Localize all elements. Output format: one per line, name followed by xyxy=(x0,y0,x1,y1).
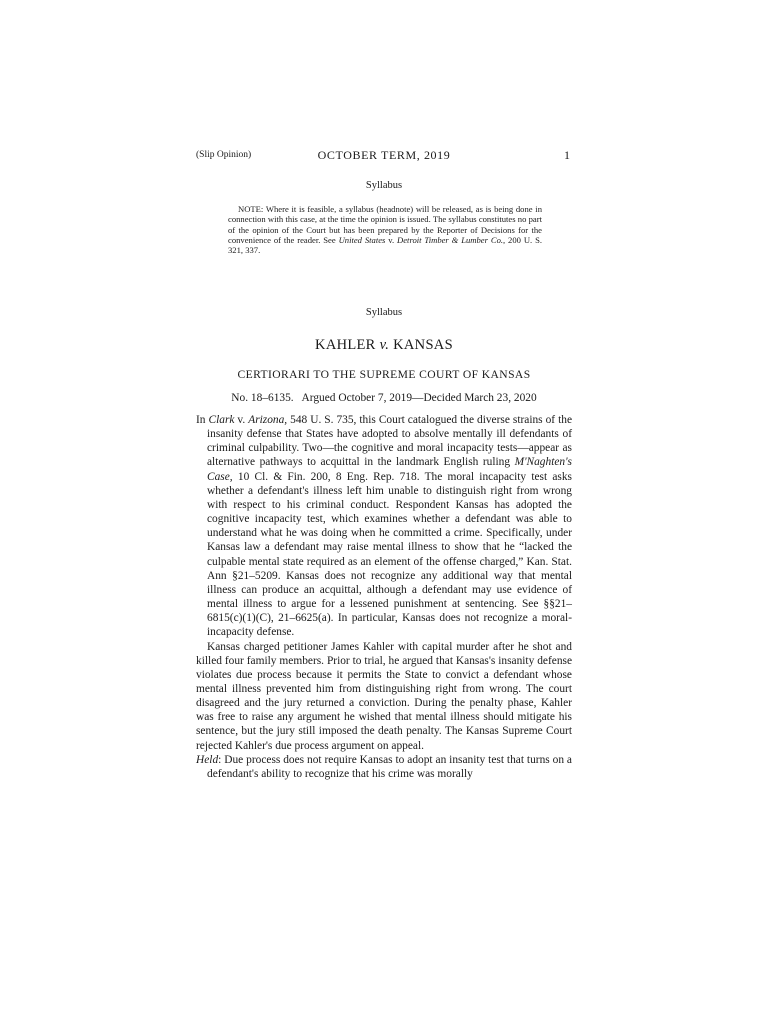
caption-versus: v. xyxy=(379,337,390,353)
page-number: 1 xyxy=(564,148,570,162)
caption-party-2: KANSAS xyxy=(393,337,453,353)
docket-line: No. 18–6135. Argued October 7, 2019—Decided March 23, 2020 xyxy=(231,392,537,404)
para1-text-3: 548 U. S. 735, this Court catalogued the diverse strains of the insanity defense that States have adopted to absolve mentally ill defendants of criminal culpability. Two—the cognitive and moral incapacity tests—appear as alternative pathways to acquittal in the landmark English ruling xyxy=(207,414,573,469)
para1-italic-clark: Clark xyxy=(208,414,235,426)
held-label: Held xyxy=(196,753,219,766)
reporter-note xyxy=(228,204,542,255)
held-colon: : xyxy=(218,753,222,766)
running-header xyxy=(196,148,572,164)
para1-italic-arizona: Arizona, xyxy=(248,414,288,426)
para1-italic-mnaghten: M'Naghten's Case, xyxy=(207,456,572,483)
certiorari-line: CERTIORARI TO THE SUPREME COURT OF KANSAS xyxy=(237,368,531,381)
syllabus-paragraph-2: Kansas charged petitioner James Kahler with capital murder after he shot and killed four family members. Prior to trial, he argued that Kansas's insanity defense violates due process because it permits the State to convict a defendant whose mental illness prevented him from distinguishing right from wrong. The court disagreed and the jury returned a conviction. During the penalty phase, Kahler was free to raise any argument he wished that mental illness should mitigate his sentence, but the jury still imposed the death penalty. The Kansas Supreme Court rejected Kahler's due process argument on appeal. xyxy=(196,640,572,752)
note-citation-v: v. xyxy=(385,234,398,245)
case-caption xyxy=(196,337,572,354)
para1-text-2: v. xyxy=(234,414,249,426)
syllabus-top-label: Syllabus xyxy=(365,180,403,191)
para1-text-4: 10 Cl. & Fin. 200, 8 Eng. Rep. 718. The moral incapacity test asks whether a defendant's illness left him unable to distinguish right from wrong with respect to his criminal conduct. Respondent Kansas has adopted the cognitive incapacity test, which examines whether a defendant was able to understand what he was doing when he committed a crime. Specifically, under Kansas law a defendant may raise mental illness to show that he “lacked the culpable mental state required as an element of the offense charged,” Kan. Stat. Ann §21–5209. Kansas does not recognize any additional way that mental illness can produce an acquittal, although a defendant may use evidence of mental illness to argue for a lessened punishment at sentencing. See §§21–6815(c)(1)(C), 21–6625(a). In particular, Kansas does not recognize a moral-incapacity defense. xyxy=(207,470,572,639)
note-text-1: NOTE: Where it is feasible, a syllabus (headnote) will be released, as is being done in connection with this case, at the time the opinion is issued. The syllabus constitutes no part of the opinion of the Court but has been prepared by the Reporter of Decisions for the convenience of the reader. See xyxy=(228,204,542,245)
para1-text-1: In xyxy=(196,414,209,426)
note-citation-party-1: United States xyxy=(338,234,386,245)
term-title: OCTOBER TERM, 2019 xyxy=(317,148,451,162)
note-text-2: , 200 U. S. 321, 337. xyxy=(228,234,542,256)
note-citation-party-2: Detroit Timber & Lumber Co. xyxy=(397,234,504,245)
syllabus-body xyxy=(196,413,572,781)
slip-opinion-label: (Slip Opinion) xyxy=(196,150,252,160)
holding-paragraph xyxy=(196,753,572,781)
caption-party-1: KAHLER xyxy=(315,337,376,353)
syllabus-section-label: Syllabus xyxy=(365,307,403,318)
held-text: Due process does not require Kansas to adopt an insanity test that turns on a defendant's ability to recognize that his crime was morally xyxy=(207,753,572,780)
syllabus-paragraph-1 xyxy=(196,413,572,640)
